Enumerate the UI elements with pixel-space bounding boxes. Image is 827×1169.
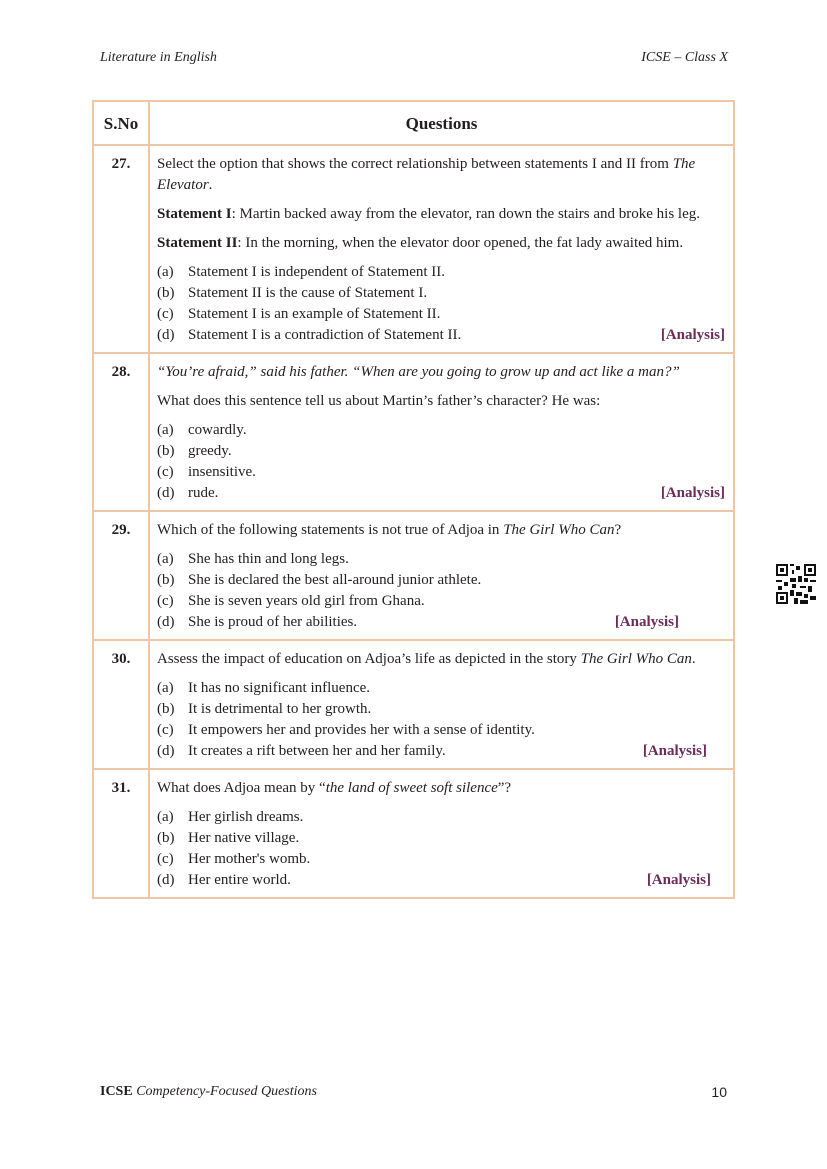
option: (b) She is declared the best all-around junior athlete.	[157, 572, 482, 588]
option: (b) greedy.	[157, 443, 232, 459]
question-body	[149, 769, 734, 898]
statement-1: Statement I: Martin backed away from the elevator, ran down the stairs and broke his leg.	[157, 206, 700, 222]
header-sno: S.No	[93, 101, 149, 145]
option: (c) insensitive.	[157, 464, 256, 480]
option: (a) Statement I is independent of Statement II.	[157, 264, 446, 280]
question-body	[149, 353, 734, 511]
story-title: The Girl Who Can	[580, 651, 692, 667]
analysis-tag: [Analysis]	[660, 327, 725, 343]
option: (d) Statement I is a contradiction of Statement II. [Analysis]	[157, 325, 725, 346]
question-stem: Assess the impact of education on Adjoa’s life as depicted in the story The Girl Who Can.	[157, 651, 696, 667]
option: (c) Her mother's womb.	[157, 851, 311, 867]
analysis-tag: [Analysis]	[614, 614, 679, 630]
story-title: The Elevator	[157, 156, 696, 193]
question-body	[149, 145, 734, 353]
question-stem: What does this sentence tell us about Martin’s father’s character? He was:	[157, 393, 601, 409]
option: (a) cowardly.	[157, 422, 247, 438]
analysis-tag: [Analysis]	[642, 743, 707, 759]
question-number: 31.	[93, 769, 149, 898]
footer-title: ICSE Competency-Focused Questions	[100, 1084, 317, 1099]
statement-2: Statement II: In the morning, when the elevator door opened, the fat lady awaited him.	[157, 235, 684, 251]
question-row-28	[93, 353, 734, 511]
option: (b) Statement II is the cause of Statement I.	[157, 285, 428, 301]
analysis-tag: [Analysis]	[646, 872, 711, 888]
analysis-tag: [Analysis]	[660, 485, 725, 501]
question-row-27	[93, 145, 734, 353]
question-number: 29.	[93, 511, 149, 640]
option: (a) She has thin and long legs.	[157, 551, 349, 567]
option: (d) Her entire world. [Analysis]	[157, 870, 725, 891]
table-header-row	[93, 101, 734, 145]
quoted-phrase: the land of sweet soft silence	[325, 780, 498, 796]
qr-code-icon[interactable]	[776, 564, 816, 604]
question-stem: What does Adjoa mean by “the land of sweet soft silence”?	[157, 780, 512, 796]
running-header-subject: Literature in English	[100, 50, 217, 65]
option: (d) She is proud of her abilities. [Analysis]	[157, 612, 725, 633]
question-number: 27.	[93, 145, 149, 353]
question-quote: “You’re afraid,” said his father. “When are you going to grow up and act like a man?”	[157, 364, 680, 380]
question-number: 30.	[93, 640, 149, 769]
option: (d) rude. [Analysis]	[157, 483, 725, 504]
option: (a) It has no significant influence.	[157, 680, 371, 696]
question-body	[149, 511, 734, 640]
running-header-class: ICSE – Class X	[641, 50, 728, 65]
questions-table	[92, 100, 735, 899]
question-number: 28.	[93, 353, 149, 511]
question-body	[149, 640, 734, 769]
option: (d) It creates a rift between her and her family. [Analysis]	[157, 741, 725, 762]
question-stem: Select the option that shows the correct relationship between statements I and II from The Elevator.	[157, 156, 696, 193]
story-title: The Girl Who Can	[503, 522, 615, 538]
question-row-31	[93, 769, 734, 898]
question-row-29	[93, 511, 734, 640]
question-stem: Which of the following statements is not true of Adjoa in The Girl Who Can?	[157, 522, 622, 538]
option: (a) Her girlish dreams.	[157, 809, 304, 825]
option: (b) It is detrimental to her growth.	[157, 701, 372, 717]
page-number: 10	[711, 1084, 727, 1100]
question-row-30	[93, 640, 734, 769]
option: (c) Statement I is an example of Statement II.	[157, 306, 441, 322]
option: (c) She is seven years old girl from Ghana.	[157, 593, 425, 609]
header-questions: Questions	[149, 101, 734, 145]
option: (c) It empowers her and provides her with a sense of identity.	[157, 722, 535, 738]
option: (b) Her native village.	[157, 830, 300, 846]
